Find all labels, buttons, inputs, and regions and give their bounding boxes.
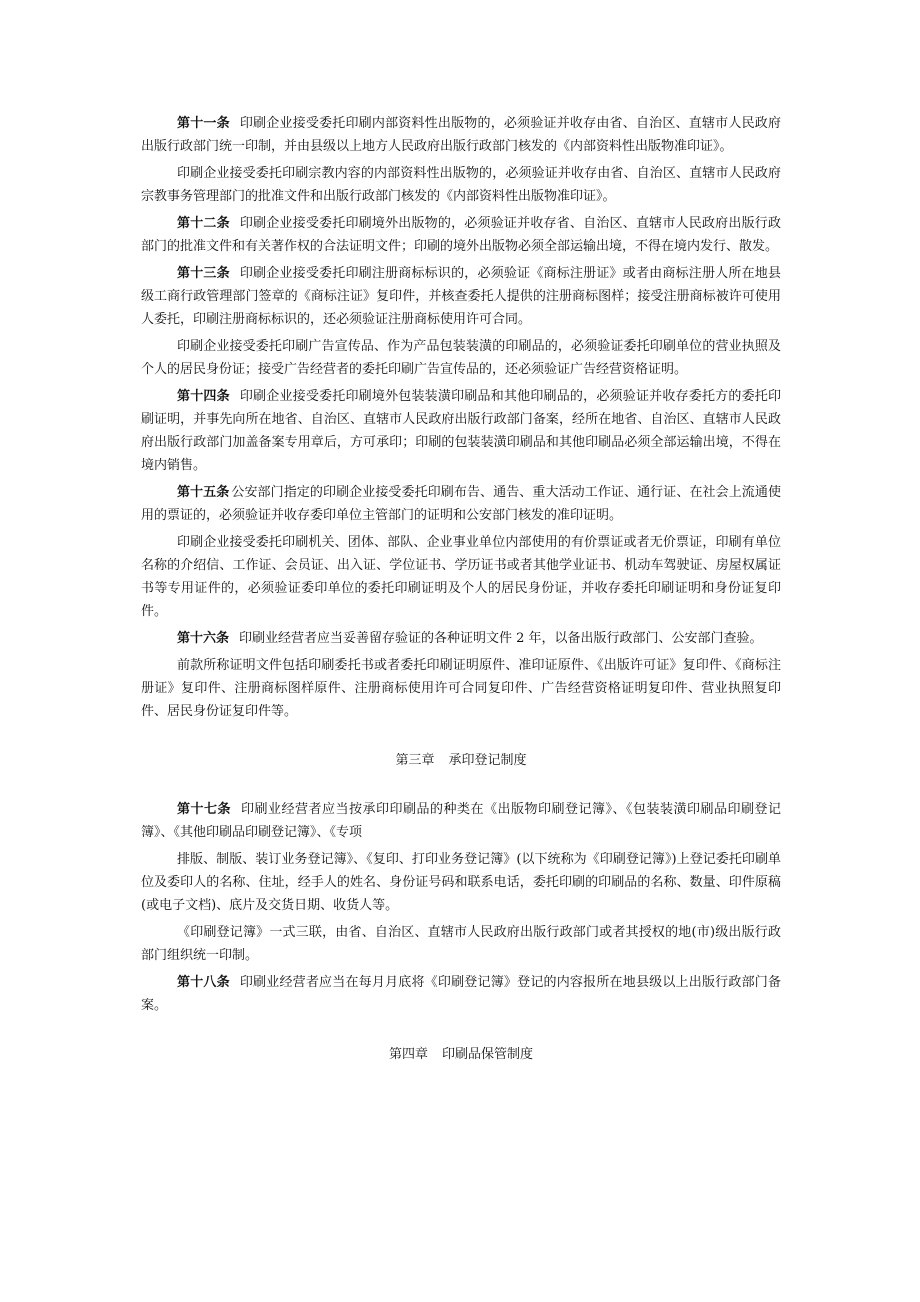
article-number: 第十二条 <box>177 216 230 231</box>
article-number: 第十五条 <box>177 485 230 500</box>
document-page <box>141 112 781 1092</box>
article-13-paragraph <box>141 262 781 331</box>
paragraph-text: 印刷企业接受委托印刷机关、团体、部队、企业事业单位内部使用的有价票证或者无价票证，印刷有单位名称的介绍信、工作证、会员证、出入证、学位证书、学历证书或者其他学业证书、机动车驾驶证、房屋权属证书等专用证件的，必须验证委印单位的委托印刷证明及个人的居民身份证，并收存委托印刷证明和身份证复印件。 <box>141 535 781 619</box>
paragraph-text: 印刷业经营者应当在每月月底将《印刷登记簿》登记的内容报所在地县级以上出版行政部门备案。 <box>141 975 781 1013</box>
chapter-number: 第四章 <box>388 1047 428 1062</box>
chapter-title: 承印登记制度 <box>448 753 527 768</box>
article-16-paragraph <box>141 627 781 650</box>
chapter-4-heading <box>141 1043 781 1066</box>
article-17-paragraph <box>141 798 781 844</box>
article-number: 第十六条 <box>177 631 230 646</box>
paragraph-text: 印刷业经营者应当按承印印刷品的种类在《出版物印刷登记簿》、《包装装潢印刷品印刷登记簿》、《其他印刷品印刷登记簿》、《专项 <box>141 802 781 840</box>
paragraph-text: 印刷企业接受委托印刷境外包装装潢印刷品和其他印刷品的，必须验证并收存委托方的委托印刷证明，并事先向所在地省、自治区、直辖市人民政府出版行政部门备案，经所在地省、自治区、直辖市人民政府出版行政部门加盖备案专用章后，方可承印；印刷的包装装潢印刷品和其他印刷品必须全部运输出境，不得在境内销售。 <box>141 389 781 473</box>
article-number: 第十八条 <box>177 975 230 990</box>
paragraph-text: 印刷企业接受委托印刷境外出版物的，必须验证并收存省、自治区、直辖市人民政府出版行政部门的批准文件和有关著作权的合法证明文件；印刷的境外出版物必须全部运输出境，不得在境内发行、散发。 <box>141 216 781 254</box>
chapter-3-heading <box>141 749 781 772</box>
paragraph-text: 印刷业经营者应当妥善留存验证的各种证明文件 2 年，以备出版行政部门、公安部门查验。 <box>239 631 763 646</box>
paragraph-text: 印刷企业接受委托印刷内部资料性出版物的，必须验证并收存由省、自治区、直辖市人民政府出版行政部门统一印制，并由县级以上地方人民政府出版行政部门核发的《内部资料性出版物准印证》。 <box>141 116 781 154</box>
article-17-clause-2 <box>141 921 781 967</box>
article-15-paragraph <box>141 481 781 527</box>
article-16-clause-2 <box>141 654 781 723</box>
article-12-paragraph <box>141 212 781 258</box>
article-number: 第十四条 <box>177 389 230 404</box>
article-11-paragraph <box>141 112 781 158</box>
paragraph-text: 印刷企业接受委托印刷宗教内容的内部资料性出版物的，必须验证并收存由省、自治区、直辖市人民政府宗教事务管理部门的批准文件和出版行政部门核发的《内部资料性出版物准印证》。 <box>141 166 781 204</box>
article-number: 第十七条 <box>177 802 231 817</box>
article-13-clause-2 <box>141 335 781 381</box>
chapter-title: 印刷品保管制度 <box>442 1047 534 1062</box>
article-15-clause-2 <box>141 531 781 623</box>
paragraph-text: 排版、制版、装订业务登记簿》、《复印、打印业务登记簿》(以下统称为《印刷登记簿》)上登记委托印刷单位及委印人的名称、住址，经手人的姓名、身份证号码和联系电话，委托印刷的印刷品的名称、数量、印件原稿(或电子文档)、底片及交货日期、收货人等。 <box>141 852 781 913</box>
paragraph-text: 《印刷登记簿》一式三联，由省、自治区、直辖市人民政府出版行政部门或者其授权的地(市)级出版行政部门组织统一印制。 <box>141 925 781 963</box>
article-14-paragraph <box>141 385 781 477</box>
article-17-continuation <box>141 848 781 917</box>
paragraph-text: 前款所称证明文件包括印刷委托书或者委托印刷证明原件、准印证原件、《出版许可证》复印件、《商标注册证》复印件、注册商标图样原件、注册商标使用许可合同复印件、广告经营资格证明复印件、营业执照复印件、居民身份证复印件等。 <box>141 658 781 719</box>
article-11-clause-2 <box>141 162 781 208</box>
article-18-paragraph <box>141 971 781 1017</box>
article-number: 第十三条 <box>177 266 230 281</box>
paragraph-text: 印刷企业接受委托印刷广告宣传品、作为产品包装装潢的印刷品的，必须验证委托印刷单位的营业执照及个人的居民身份证；接受广告经营者的委托印刷广告宣传品的，还必须验证广告经营资格证明。 <box>141 339 781 377</box>
article-number: 第十一条 <box>177 116 230 131</box>
chapter-number: 第三章 <box>395 753 435 768</box>
paragraph-text: 印刷企业接受委托印刷注册商标标识的，必须验证《商标注册证》或者由商标注册人所在地县级工商行政管理部门签章的《商标注证》复印件，并核查委托人提供的注册商标图样；接受注册商标被许可使用人委托，印刷注册商标标识的，还必须验证注册商标使用许可合同。 <box>141 266 781 327</box>
paragraph-text: 公安部门指定的印刷企业接受委托印刷布告、通告、重大活动工作证、通行证、在社会上流通使用的票证的，必须验证并收存委印单位主管部门的证明和公安部门核发的准印证明。 <box>141 485 781 523</box>
